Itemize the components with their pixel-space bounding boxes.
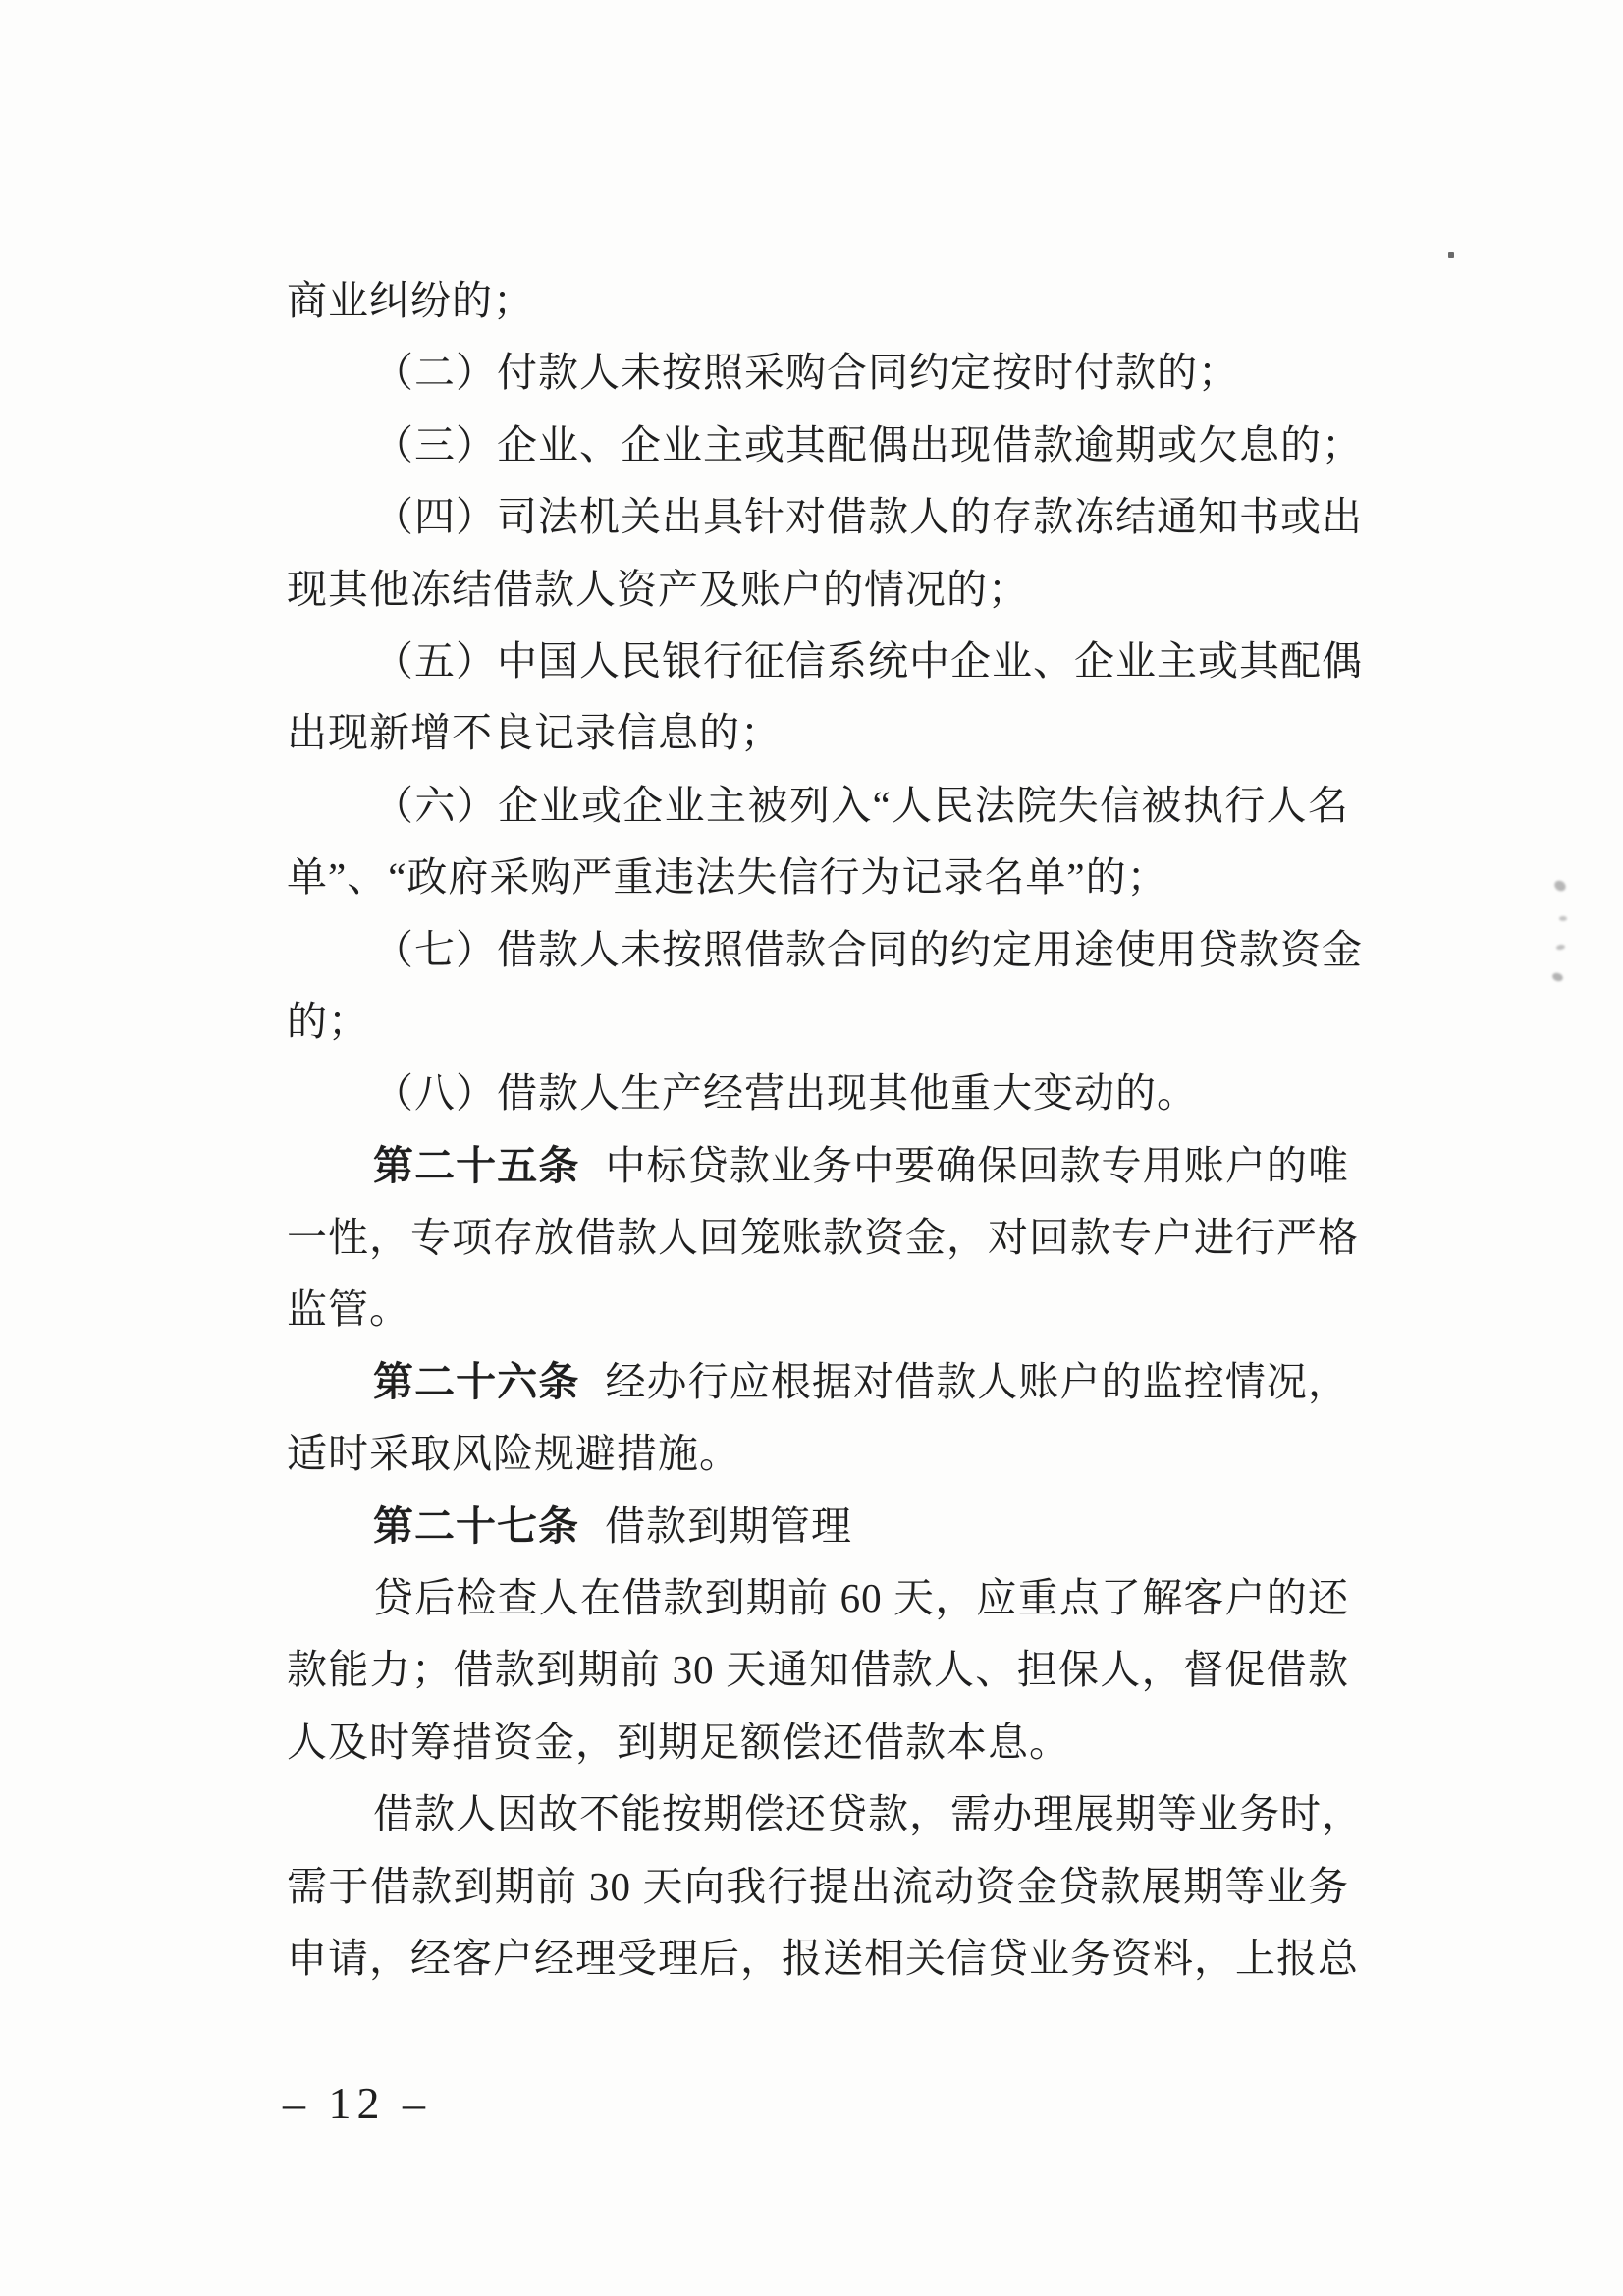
article-25-line-2	[287, 1202, 1359, 1274]
line-text: 单”、“政府采购严重违法失信行为记录名单”的；	[287, 854, 1168, 901]
clause-7-line-1	[287, 914, 1363, 986]
article-27-para-1-line-2	[287, 1634, 1349, 1706]
clause-5-line-1	[287, 626, 1363, 697]
article-number: 第二十六条	[373, 1358, 580, 1404]
line-text: 借款人因故不能按期偿还贷款，需办理展期等业务时，	[373, 1791, 1363, 1837]
clause-7-line-2	[287, 986, 1349, 1058]
scan-speck	[1551, 971, 1564, 982]
article-27-para-1-line-1	[287, 1562, 1349, 1634]
article-26-line-2	[287, 1418, 1349, 1490]
line-text: 贷后检查人在借款到期前 60 天，应重点了解客户的还	[373, 1575, 1349, 1621]
line-text: 商业纠纷的；	[287, 278, 534, 323]
article-number: 第二十五条	[373, 1142, 580, 1188]
scan-speck	[1559, 916, 1567, 921]
line-text: 款能力；借款到期前 30 天通知借款人、担保人，督促借款	[287, 1647, 1349, 1693]
line-text: 一性，专项存放借款人回笼账款资金，对回款专户进行严格	[287, 1215, 1359, 1261]
clause-6-line-2	[287, 842, 1349, 913]
line-text: （三）企业、企业主或其配偶出现借款逾期或欠息的；	[373, 421, 1363, 467]
line-text: （五）中国人民银行征信系统中企业、企业主或其配偶	[373, 637, 1363, 683]
clause-2-line	[287, 337, 1349, 409]
line-text: 借款到期管理	[605, 1503, 852, 1549]
article-number: 第二十七条	[373, 1503, 579, 1549]
line-text: （七）借款人未按照借款合同的约定用途使用贷款资金	[373, 926, 1363, 972]
article-27-para-2-line-3	[287, 1923, 1359, 1995]
line-text: 的；	[287, 998, 369, 1044]
clause-3-line	[287, 410, 1363, 481]
line-text: （二）付款人未按照采购合同约定按时付款的；	[373, 350, 1239, 396]
clause-5-line-2	[287, 697, 1349, 769]
line-text: 中标贷款业务中要确保回款专用账户的唯	[605, 1142, 1350, 1188]
line-text: 出现新增不良记录信息的；	[287, 710, 782, 756]
article-27-heading-line	[287, 1491, 1349, 1562]
line-text: （八）借款人生产经营出现其他重大变动的。	[373, 1070, 1198, 1117]
scan-speck	[1448, 252, 1454, 258]
line-text: 人及时筹措资金，到期足额偿还借款本息。	[287, 1719, 1070, 1765]
article-27-para-1-line-3	[287, 1707, 1349, 1778]
scan-speck	[1556, 944, 1566, 950]
line-text: 现其他冻结借款人资产及账户的情况的；	[287, 566, 1029, 612]
line-text: 经办行应根据对借款人账户的监控情况，	[605, 1358, 1350, 1404]
article-26-line-1	[287, 1346, 1349, 1418]
line-text: 监管。	[287, 1286, 410, 1333]
line-text: 申请，经客户经理受理后，报送相关信贷业务资料，上报总	[287, 1935, 1359, 1981]
document-body	[287, 265, 1363, 1995]
clause-4-line-1	[287, 481, 1363, 553]
clause-8-line	[287, 1058, 1349, 1129]
article-25-line-3	[287, 1274, 1349, 1345]
article-27-para-2-line-2	[287, 1851, 1349, 1923]
article-27-para-2-line-1	[287, 1778, 1363, 1850]
line-text: 需于借款到期前 30 天向我行提出流动资金贷款展期等业务	[287, 1863, 1349, 1909]
line-text: 适时采取风险规避措施。	[287, 1431, 740, 1477]
article-25-line-1	[287, 1130, 1349, 1202]
scan-speck	[1552, 878, 1568, 893]
page-number: – 12 –	[283, 2078, 431, 2128]
clause-1-continuation-line	[287, 265, 1349, 337]
line-text: （四）司法机关出具针对借款人的存款冻结通知书或出	[373, 494, 1363, 540]
clause-6-line-1	[287, 770, 1349, 842]
clause-4-line-2	[287, 554, 1349, 626]
line-text: （六）企业或企业主被列入“人民法院失信被执行人名	[373, 782, 1349, 828]
